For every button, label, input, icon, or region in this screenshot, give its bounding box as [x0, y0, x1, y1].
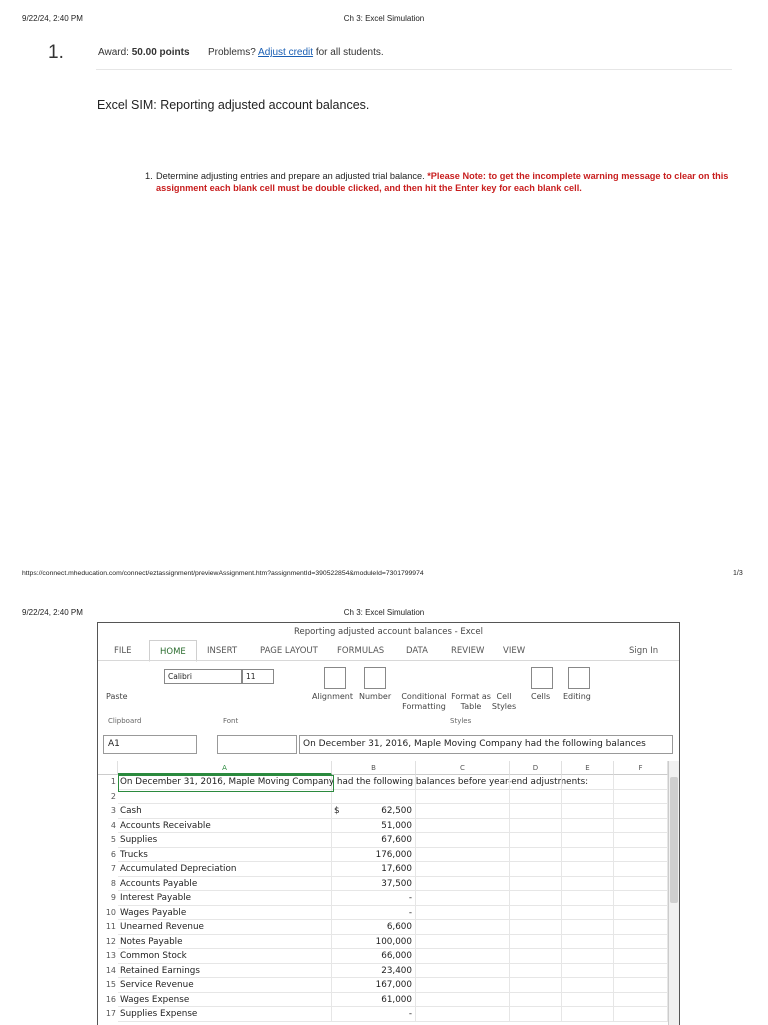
row-number[interactable]: 4	[110, 820, 116, 830]
cell-d[interactable]	[510, 920, 562, 935]
row-number[interactable]: 8	[110, 878, 116, 888]
cell-d[interactable]	[510, 819, 562, 834]
cell-b[interactable]: 17,600	[332, 862, 416, 877]
cell-f[interactable]	[614, 833, 668, 848]
formula-bar-input[interactable]: On December 31, 2016, Maple Moving Company had the following balances	[299, 735, 673, 754]
table-row	[98, 775, 668, 790]
cell-f[interactable]	[614, 775, 668, 790]
cell-d[interactable]	[510, 978, 562, 993]
cell-c[interactable]	[416, 964, 510, 979]
row-number[interactable]: 3	[110, 806, 116, 815]
cell-b[interactable]: 100,000	[332, 935, 416, 950]
cell-e[interactable]	[562, 920, 614, 935]
cell-f[interactable]	[614, 891, 668, 906]
cell-e[interactable]	[562, 1007, 614, 1022]
cell-d[interactable]	[510, 804, 562, 819]
cell-e[interactable]	[562, 804, 614, 819]
cells-button[interactable]: Cells	[531, 692, 551, 701]
row-number[interactable]: 16	[105, 994, 116, 1004]
cell-a[interactable]: Supplies	[118, 833, 332, 848]
cell-e[interactable]	[562, 993, 614, 1008]
row-number[interactable]: 12	[105, 936, 116, 946]
name-box[interactable]: A1	[103, 735, 197, 754]
cell-d[interactable]	[510, 775, 562, 790]
cell-d[interactable]	[510, 906, 562, 921]
cell-c[interactable]	[416, 993, 510, 1008]
cell-d[interactable]	[510, 790, 562, 805]
ribbon-divider	[98, 660, 679, 661]
cell-a[interactable]	[118, 790, 332, 805]
print-header-datetime: 9/22/24, 2:40 PM	[22, 14, 83, 23]
instruction-text: Determine adjusting entries and prepare an adjusted trial balance.	[156, 171, 428, 181]
cell-f[interactable]	[614, 877, 668, 892]
table-row	[98, 949, 668, 964]
table-row	[98, 920, 668, 935]
table-row	[98, 978, 668, 993]
print-header-title-2: Ch 3: Excel Simulation	[343, 608, 425, 617]
cell-c[interactable]	[416, 935, 510, 950]
cell-f[interactable]	[614, 978, 668, 993]
row-number[interactable]: 13	[105, 951, 116, 960]
cell-a[interactable]: Accumulated Depreciation	[118, 862, 332, 877]
cell-e[interactable]	[562, 935, 614, 950]
select-all-corner[interactable]	[98, 761, 118, 775]
cell-f[interactable]	[614, 920, 668, 935]
cell-e[interactable]	[562, 819, 614, 834]
cell-a[interactable]: Unearned Revenue	[118, 920, 332, 935]
cell-d[interactable]	[510, 891, 562, 906]
cell-styles-button[interactable]: Cell Styles	[491, 692, 517, 711]
editing-button[interactable]: Editing	[563, 692, 591, 701]
paste-button[interactable]: Paste	[106, 692, 128, 701]
currency-symbol: $	[334, 806, 340, 816]
cell-b[interactable]: -	[332, 906, 416, 921]
cell-d[interactable]	[510, 833, 562, 848]
format-as-table-button[interactable]: Format as Table	[451, 692, 491, 711]
cell-f[interactable]	[614, 949, 668, 964]
column-header-e[interactable]: E	[562, 761, 614, 775]
cell-f[interactable]	[614, 906, 668, 921]
row-number[interactable]: 6	[110, 849, 116, 859]
cell-a[interactable]: Accounts Receivable	[118, 819, 332, 834]
section-title: Excel SIM: Reporting adjusted account balances.	[97, 98, 370, 112]
alignment-icon[interactable]	[324, 667, 346, 689]
cell-d[interactable]	[510, 877, 562, 892]
question-number: 1.	[48, 42, 64, 63]
cell-b[interactable]: 37,500	[332, 877, 416, 892]
alignment-button[interactable]: Alignment	[312, 692, 353, 701]
tab-formulas[interactable]: FORMULAS	[337, 646, 385, 656]
row-number[interactable]: 17	[105, 1009, 116, 1018]
problems-line	[208, 47, 384, 58]
row-number[interactable]: 9	[110, 893, 116, 902]
cell-c[interactable]	[416, 804, 510, 819]
column-header-a[interactable]: A	[118, 761, 332, 775]
cell-e[interactable]	[562, 790, 614, 805]
cell-b[interactable]	[332, 775, 416, 790]
table-row	[98, 790, 668, 805]
cell-d[interactable]	[510, 964, 562, 979]
print-header-datetime-2: 9/22/24, 2:40 PM	[22, 608, 83, 617]
formula-bar-buttons	[217, 735, 297, 754]
font-name-box[interactable]: Calibri	[164, 669, 242, 684]
award-label: Award:	[98, 47, 132, 58]
font-size-box[interactable]: 11	[242, 669, 274, 684]
tab-page-layout[interactable]: PAGE LAYOUT	[260, 646, 318, 656]
cell-b[interactable]: -	[332, 891, 416, 906]
cell-f[interactable]	[614, 819, 668, 834]
cell-d[interactable]	[510, 993, 562, 1008]
row-number[interactable]: 1	[110, 777, 116, 786]
cell-a[interactable]: Interest Payable	[118, 891, 332, 906]
cell-a[interactable]: Wages Payable	[118, 906, 332, 921]
problems-label: Problems?	[208, 47, 259, 58]
cell-b[interactable]: 67,600	[332, 833, 416, 848]
table-row	[98, 804, 668, 819]
excel-window	[97, 622, 680, 1025]
cell-c[interactable]	[416, 978, 510, 993]
cell-b[interactable]: 23,400	[332, 964, 416, 979]
cell-a[interactable]: Retained Earnings	[118, 964, 332, 979]
cell-d[interactable]	[510, 862, 562, 877]
column-header-b[interactable]: B	[332, 761, 416, 775]
cell-f[interactable]	[614, 935, 668, 950]
cell-d[interactable]	[510, 949, 562, 964]
tab-home[interactable]: HOME	[149, 640, 197, 662]
award-points: 50.00 points	[131, 47, 190, 58]
sign-in-link[interactable]: Sign In	[629, 646, 659, 656]
print-footer-url: https://connect.mheducation.com/connect/eztassignment/previewAssignment.htm?assignmentId=390522854&moduleId=7301799974	[22, 570, 424, 577]
cell-e[interactable]	[562, 862, 614, 877]
column-header-d[interactable]: D	[510, 761, 562, 775]
instruction-number: 1.	[145, 171, 153, 181]
cell-b[interactable]: -	[332, 1007, 416, 1022]
table-row	[98, 1007, 668, 1022]
cell-a[interactable]: Notes Payable	[118, 935, 332, 950]
row-number[interactable]: 15	[105, 980, 116, 989]
scrollbar-thumb[interactable]	[670, 777, 678, 903]
adjust-credit-link[interactable]: Adjust credit	[258, 47, 314, 58]
cell-e[interactable]	[562, 877, 614, 892]
tab-insert[interactable]: INSERT	[207, 646, 238, 656]
table-row	[98, 848, 668, 863]
cell-a[interactable]: Cash	[118, 804, 332, 819]
cell-d[interactable]	[510, 848, 562, 863]
cell-c[interactable]	[416, 1007, 510, 1022]
table-row	[98, 877, 668, 892]
cell-c[interactable]	[416, 906, 510, 921]
editing-icon[interactable]	[568, 667, 590, 689]
table-row	[98, 993, 668, 1008]
row-number[interactable]: 7	[110, 864, 116, 873]
cell-b[interactable]: 176,000	[332, 848, 416, 863]
cell-b[interactable]: 51,000	[332, 819, 416, 834]
cell-c[interactable]	[416, 949, 510, 964]
row-number[interactable]: 14	[105, 965, 116, 975]
cell-e[interactable]	[562, 775, 614, 790]
cell-f[interactable]	[614, 862, 668, 877]
cell-d[interactable]	[510, 1007, 562, 1022]
print-footer-page: 1/3	[733, 570, 743, 577]
cell-f[interactable]	[614, 1007, 668, 1022]
cell-c[interactable]	[416, 877, 510, 892]
cell-b[interactable]: 62,500	[332, 804, 416, 819]
number-icon[interactable]	[364, 667, 386, 689]
row-number[interactable]: 5	[110, 835, 116, 844]
cell-a[interactable]: On December 31, 2016, Maple Moving Company had the following balances before year-end adjustments:	[118, 775, 332, 790]
table-row	[98, 891, 668, 906]
cell-f[interactable]	[614, 993, 668, 1008]
cell-c[interactable]	[416, 775, 510, 790]
vertical-scrollbar[interactable]	[668, 761, 679, 1025]
print-header-title: Ch 3: Excel Simulation	[343, 14, 425, 23]
row-number[interactable]: 10	[105, 907, 116, 917]
table-row	[98, 819, 668, 834]
table-row	[98, 935, 668, 950]
award-line	[98, 47, 190, 58]
table-row	[98, 964, 668, 979]
cell-a[interactable]: Accounts Payable	[118, 877, 332, 892]
cell-e[interactable]	[562, 891, 614, 906]
group-label-styles: Styles	[450, 717, 472, 725]
cell-f[interactable]	[614, 848, 668, 863]
cell-f[interactable]	[614, 964, 668, 979]
cell-a[interactable]: Trucks	[118, 848, 332, 863]
tab-view[interactable]: VIEW	[503, 646, 526, 656]
cell-b[interactable]: 167,000	[332, 978, 416, 993]
tab-review[interactable]: REVIEW	[451, 646, 485, 656]
table-row	[98, 862, 668, 877]
cell-d[interactable]	[510, 935, 562, 950]
row-number[interactable]: 11	[105, 922, 116, 931]
cell-e[interactable]	[562, 978, 614, 993]
excel-window-title: Reporting adjusted account balances - Excel	[294, 627, 483, 637]
cell-b[interactable]: 6,600	[332, 920, 416, 935]
cell-e[interactable]	[562, 848, 614, 863]
cell-f[interactable]	[614, 804, 668, 819]
cell-b[interactable]: 61,000	[332, 993, 416, 1008]
for-all-students-text: for all students.	[313, 47, 384, 58]
instruction-note: *Please Note: to get the incomplete warning message to clear on this assignment each blank cell must be double clicked, and then hit the Enter key for each blank cell.	[156, 171, 729, 193]
cell-e[interactable]	[562, 906, 614, 921]
cell-a[interactable]: Service Revenue	[118, 978, 332, 993]
table-row	[98, 833, 668, 848]
number-button[interactable]: Number	[359, 692, 392, 701]
cell-f[interactable]	[614, 790, 668, 805]
conditional-formatting-button[interactable]: Conditional Formatting	[401, 692, 447, 711]
cell-c[interactable]	[416, 920, 510, 935]
cell-c[interactable]	[416, 819, 510, 834]
column-header-c[interactable]: C	[416, 761, 510, 775]
row-number[interactable]: 2	[110, 791, 116, 801]
group-label-font: Font	[223, 717, 239, 725]
group-label-clipboard: Clipboard	[108, 717, 142, 725]
cell-c[interactable]	[416, 790, 510, 805]
cell-a[interactable]: Supplies Expense	[118, 1007, 332, 1022]
cell-a[interactable]: Wages Expense	[118, 993, 332, 1008]
cell-c[interactable]	[416, 848, 510, 863]
cell-a[interactable]: Common Stock	[118, 949, 332, 964]
cells-icon[interactable]	[531, 667, 553, 689]
cell-b[interactable]: 66,000	[332, 949, 416, 964]
cell-e[interactable]	[562, 949, 614, 964]
divider	[96, 69, 732, 70]
instruction-item	[145, 170, 735, 194]
cell-c[interactable]	[416, 862, 510, 877]
cell-c[interactable]	[416, 833, 510, 848]
tab-file[interactable]: FILE	[114, 646, 132, 656]
table-row	[98, 906, 668, 921]
tab-data[interactable]: DATA	[406, 646, 428, 656]
cell-b[interactable]	[332, 790, 416, 805]
cell-c[interactable]	[416, 891, 510, 906]
cell-e[interactable]	[562, 833, 614, 848]
column-header-f[interactable]: F	[614, 761, 668, 775]
cell-e[interactable]	[562, 964, 614, 979]
